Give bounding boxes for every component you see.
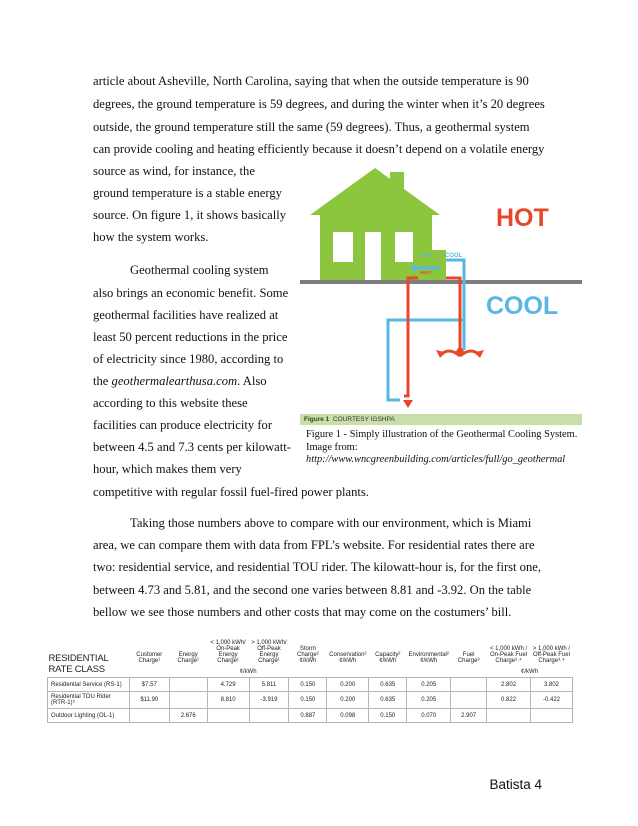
table-cell: 2.802 [487,678,531,692]
text-line: ground temperature is a stable energy [93,186,282,200]
table-cell: 3.802 [530,678,572,692]
table-row [48,692,573,709]
table-cell: 8.810 [207,692,249,709]
row-label: Residential Service (RS-1) [48,678,130,692]
table-header-row [48,638,573,666]
table-cell: 0.150 [369,709,407,723]
text-line: between 4.5 and 7.3 cents per kilowatt- [93,440,291,454]
figure-credit: COURTESY IGSHPA [332,416,395,423]
text-line: of electricity since 1980, according to [93,352,284,366]
text-line: Geothermal cooling system [130,263,269,277]
cool-pipe-loop [388,320,464,400]
text-line: source. On figure 1, it shows basically [93,208,287,222]
column-header: > 1,000 kWh/ Off-Peak Energy Charge¹ [251,640,287,664]
chimney [390,172,404,198]
small-heat-label: HEAT [420,270,432,275]
column-header: < 1,000 kWh / On-Peak Fuel Charge³˒⁴ [489,646,528,664]
text-line: facilities can produce electricity for [93,418,273,432]
table-cell [207,709,249,723]
geothermal-diagram [300,160,582,414]
text-line: area, we can compare them with data from FPL’s website. For residential rates there are [93,538,535,552]
figure-source-url: http://www.wncgreenbuilding.com/articles/full/go_geothermal [306,454,566,465]
table-cell: 0.200 [327,678,369,692]
table-cell: 0.098 [327,709,369,723]
window [333,232,353,262]
table-cell: 0.205 [407,692,451,709]
text-line: Taking those numbers above to compare with our environment, which is Miami [130,516,532,530]
figure-tag: Figure 1 [304,416,330,423]
table-row [48,709,573,723]
table-cell: 0.887 [289,709,327,723]
column-header: Fuel Charge³ [457,652,480,664]
column-header: > 1,000 kWh / Off-Peak Fuel Charge³˒⁴ [532,646,571,664]
text-fragment: the [93,374,112,388]
table-cell: 5.811 [249,678,289,692]
text-fragment: . Also [237,374,267,388]
unit-label: ¢/kWh [521,668,539,675]
text-line: also brings an economic benefit. Some [93,286,289,300]
column-header: Capacity² ¢/kWh [375,652,401,664]
row-label: Residential TOU Rider (RTR-1)⁵ [48,692,130,709]
text-line: outside, the ground temperature still the same (59 degrees). Thus, a geothermal system [93,120,530,134]
text-line: bellow we see those numbers and other costs that may come on the costumers’ bill. [93,605,512,619]
table-cell: 4.729 [207,678,249,692]
table-cell: $11.90 [129,692,169,709]
column-header: < 1,000 kWh/ On-Peak Energy Charge¹ [210,640,246,664]
table-cell [487,709,531,723]
website-reference: geothermalearthusa.com [111,374,238,388]
text-line: competitive with regular fossil fuel-fired power plants. [93,485,369,499]
table-cell: 0.822 [487,692,531,709]
table-row [48,678,573,692]
door [365,232,381,280]
text-line: between 4.73 and 5.81, and the second one varies between 8.81 and -3.92. On the table [93,583,532,597]
table-cell: -3.919 [249,692,289,709]
text-line: least 50 percent reductions in the price [93,330,288,344]
text-line: can provide cooling and heating efficiently because it doesn’t depend on a volatile energy [93,142,545,156]
table-cell [451,692,487,709]
row-label: Outdoor Lighting (OL-1) [48,709,130,723]
window [395,232,413,262]
table-cell: 2.907 [451,709,487,723]
geothermal-figure [300,160,582,414]
table-cell: -0.422 [530,692,572,709]
table-cell: 0.150 [289,678,327,692]
text-line: source as wind, for instance, the [93,164,255,178]
table-cell: 0.200 [327,692,369,709]
table-cell [169,692,207,709]
table-cell: 0.070 [407,709,451,723]
table-cell [249,709,289,723]
figure-caption: Image from: [306,442,358,453]
text-line: degrees, the ground temperature is 59 degrees, and during the winter when it’s 20 degrees [93,97,545,111]
heat-pipe-loop [404,278,418,396]
house-roof [310,168,440,215]
table-cell: 2.676 [169,709,207,723]
page-footer: Batista 4 [489,777,542,792]
text-line: according to this website these [93,396,248,410]
column-header: Storm Charge² ¢/kWh [297,646,319,664]
column-header: Environmental² ¢/kWh [408,652,449,664]
table-title: RESIDENTIAL RATE CLASS [48,653,109,675]
column-header: Customer Charge¹ [136,652,163,664]
small-vent-label: VENT [420,253,433,258]
rate-table [47,638,573,723]
column-header: Energy Charge¹ [177,652,200,664]
table-cell: 0.635 [369,692,407,709]
table-cell [169,678,207,692]
table-cell: 0.635 [369,678,407,692]
table-cell: $7.57 [129,678,169,692]
column-header: Conservation² ¢/kWh [329,652,367,664]
table-cell: 0.150 [289,692,327,709]
hot-label: HOT [496,204,549,232]
text-line: article about Asheville, North Carolina, saying that when the outside temperature is 90 [93,74,529,88]
text-line: two: residential service, and residential TOU rider. The kilowatt-hour is, for the first one, [93,560,542,574]
cool-label: COOL [486,292,559,320]
unit-label: ¢/kWh [239,668,257,675]
text-line [93,374,267,389]
figure-credit-bar [300,414,582,425]
text-line: how the system works. [93,230,209,244]
text-line: geothermal facilities have realized at [93,308,279,322]
table-cell [451,678,487,692]
table-cell [129,709,169,723]
arrow-head [403,400,413,408]
figure-caption: Figure 1 - Simply illustration of the Geothermal Cooling System. [306,429,578,440]
table-cell: 0.205 [407,678,451,692]
table-cell [530,709,572,723]
small-cool-label: COOL [445,253,463,259]
text-line: hour, which makes them very [93,462,242,476]
